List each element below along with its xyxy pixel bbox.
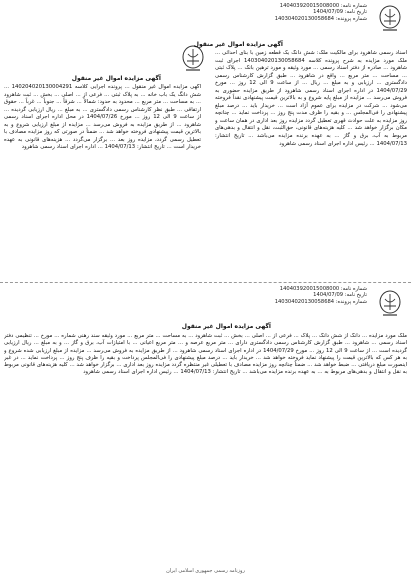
auction-notice-2 (0, 283, 411, 576)
notice-2-meta (227, 286, 367, 305)
judiciary-emblem-icon (180, 44, 206, 74)
notice-1-left-column (4, 84, 201, 280)
auction-notice-1 (0, 0, 411, 283)
notice-1-meta (227, 3, 367, 22)
meta-line: شماره نامه: 140403920015008000 (279, 286, 367, 292)
notice-2-body-column (4, 333, 407, 571)
judiciary-emblem-icon (377, 289, 403, 319)
notice-1-title-right: آگهی مزایده اموال غیر منقول (193, 41, 283, 48)
page-footer: روزنامه رسمی جمهوری اسلامی ایران (166, 568, 245, 574)
notice-body-text: آگهی مزایده اموال غیر منقول ... پرونده اجرایی کلاسه 140204020130004291 ... شش دانگ یک باب خانه ... به پلاک ثبتی ... فرعی از ... اصلی ... بخش ... ثبت شاهرود ... به مساحت ... متر مربع ... محدود به حدود: شمالاً ... شرقاً ... جنوباً ... غرباً ... حقوق ارتفاقی ... طبق نظر کارشناس رسمی دادگستری ... به مبلغ ... ریال ارزیابی گردیده ... از ساعت 9 الی 12 روز ... مورخ 1404/07/26 در محل اداره اجرای اسناد رسمی شاهرود ... از طریق مزایده به فروش می‌رسد ... مزایده از مبلغ ارزیابی شروع و به بالاترین قیمت پیشنهادی فروخته خواهد شد ... ضمناً در صورتی که روز مزایده مصادف با تعطیل رسمی گردد، مزایده روز بعد ... برگزار می‌گردد ... هزینه‌های قانونی به عهده خریدار است ... تاریخ انتشار: 1404/07/13 ... اداره اجرای اسناد رسمی شاهرود (4, 84, 201, 151)
judiciary-emblem-icon (377, 4, 403, 34)
meta-line: تاریخ نامه: 1404/07/09 (313, 9, 367, 16)
notice-body-text: اسناد رسمی شاهرود برای مالکیت ملک: شش دانگ یک قطعه زمین با بنای احداثی ... ملک مورد مزایده به شرح پرونده کلاسه 140304020130058684 اجرای ثبت شاهرود ... صادره از دفتر اسناد رسمی ... مورد وثیقه و مورد ترهین بانک ... پلاک ثبتی ... مساحت ... متر مربع ... واقع در شاهرود ... طبق گزارش کارشناس رسمی دادگستری ... ارزیابی و به مبلغ ... ریال ... از ساعت 9 الی 12 روز ... مورخ 1404/07/29 در اداره اجرای اسناد رسمی شاهرود از طریق مزایده حضوری به فروش می‌رسد ... مزایده از مبلغ پایه شروع و به بالاترین قیمت پیشنهادی نقداً فروخته می‌شود ... شرکت در مزایده برای عموم آزاد است ... خریدار باید ... درصد مبلغ پیشنهادی را فی‌المجلس ... و بقیه را ظرف مدت پنج روز ... پرداخت نماید ... چنانچه روز مزایده به علت حوادث قهری تعطیل گردد مزایده روز بعد اداری در همان ساعت و مکان برگزار خواهد شد ... کلیه هزینه‌های قانونی، حق‌الثبت، نقل و انتقال و بدهی‌های مربوط به آب، برق و گاز ... به عهده برنده مزایده می‌باشد ... تاریخ انتشار: 1404/07/13 ... رئیس اداره اجرای اسناد رسمی شاهرود (215, 50, 407, 147)
notice-body-text: ملک مورد مزایده ... دانگ از شش دانگ ... پلاک ... فرعی از ... اصلی ... بخش ... ثبت شاهرود ... به مساحت ... متر مربع ... مورد وثیقه سند رهنی شماره ... مورخ ... تنظیمی دفتر اسناد رسمی ... شاهرود ... طبق گزارش کارشناس رسمی دادگستری دارای ... متر مربع عرصه و ... متر مربع اعیانی ... با امتیازات آب، برق و گاز ... و به مبلغ ... ریال ارزیابی گردیده است ... از ساعت 9 الی 12 روز ... مورخ 1404/07/29 در اداره اجرای اسناد رسمی شاهرود ... از طریق مزایده به فروش می‌رسد ... مزایده از مبلغ ارزیابی شده شروع و به هر کس که بالاترین قیمت را پیشنهاد نماید فروخته خواهد شد ... خریدار باید ... درصد مبلغ پیشنهادی را فی‌المجلس پرداخت و بقیه را ظرف پنج روز ... پرداخت نماید ... در غیر اینصورت مبلغ دریافتی ... ضبط خواهد شد ... ضمناً چنانچه روز مزایده مصادف با تعطیلی غیر منتظره گردد مزایده روز بعد اداری ... برگزار خواهد شد ... کلیه هزینه‌های قانونی مربوط به نقل و انتقال و بدهی‌های مربوط به ... به عهده برنده مزایده می‌باشد ... تاریخ انتشار: 1404/07/13 ... رئیس اداره اجرای اسناد رسمی شاهرود (4, 333, 407, 376)
meta-line: تاریخ نامه: 1404/07/09 (313, 292, 367, 299)
meta-line: شماره پرونده: 140304020130058684 (274, 15, 367, 22)
notice-2-title: آگهی مزایده اموال غیر منقول (181, 323, 271, 330)
notice-1-title-left: آگهی مزایده اموال غیر منقول (71, 75, 161, 82)
meta-line: شماره نامه: 140403920015008000 (279, 3, 367, 9)
meta-line: شماره پرونده: 140304020130058684 (274, 298, 367, 305)
notice-1-right-column (215, 50, 407, 280)
